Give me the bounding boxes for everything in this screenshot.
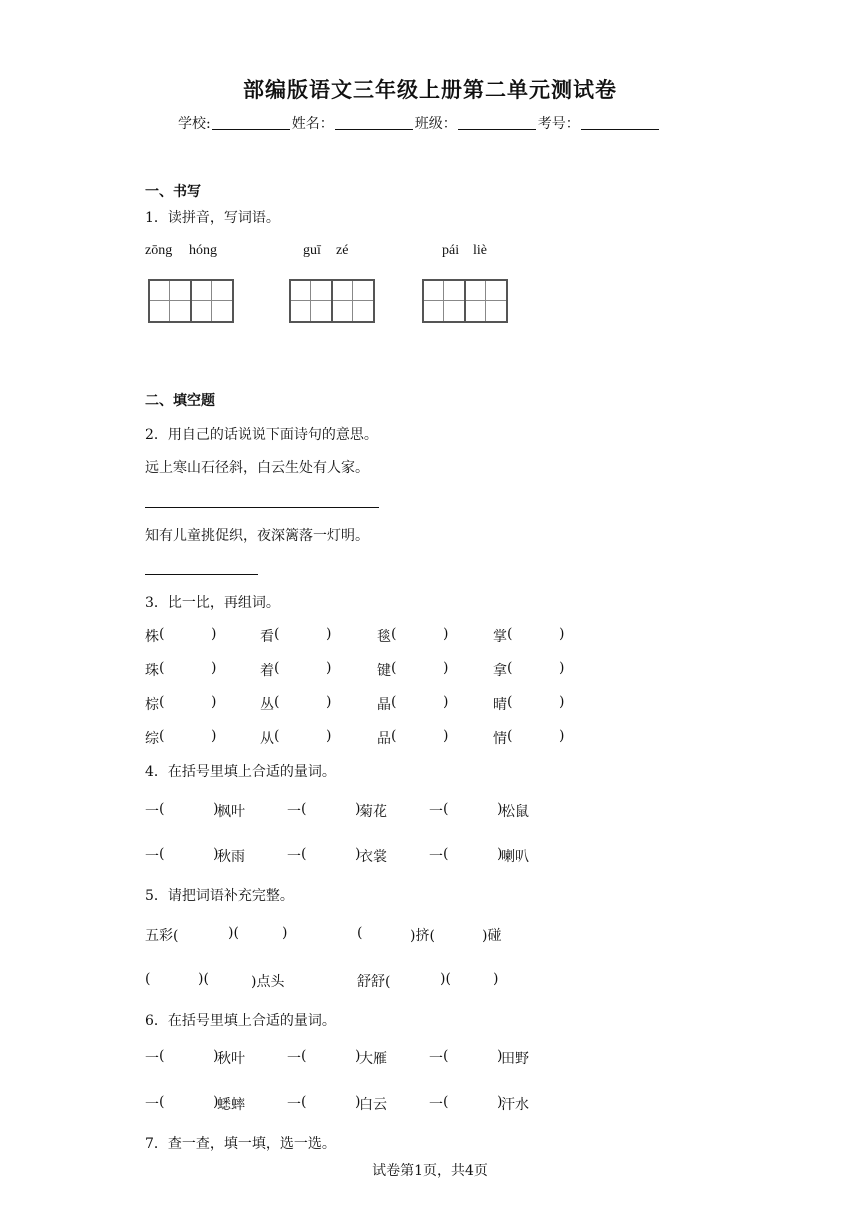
- compare-char: 拿: [493, 663, 507, 679]
- school-label: 学校:: [178, 116, 211, 132]
- phrase-diantou-start: (: [145, 971, 151, 987]
- close-paren: ): [355, 846, 361, 862]
- open-paren: (: [391, 694, 397, 710]
- open-paren: (: [391, 626, 397, 642]
- open-paren: (: [391, 660, 397, 676]
- measure-prefix: 一: [429, 804, 443, 820]
- compare-char: 株: [145, 629, 159, 645]
- school-blank[interactable]: [212, 115, 290, 130]
- grid-cell[interactable]: [291, 281, 333, 321]
- measure-noun: 汗水: [501, 1097, 529, 1113]
- open-paren: (: [301, 801, 307, 817]
- compare-char: 棕: [145, 697, 159, 713]
- measure-prefix: 一: [145, 849, 159, 865]
- phrase-wucai-mid: )(: [228, 925, 239, 941]
- close-paren: ): [497, 1048, 503, 1064]
- question-3-prompt: 3．比一比，再组词。: [145, 595, 280, 611]
- measure-prefix: 一: [287, 849, 301, 865]
- grid-cell[interactable]: [150, 281, 192, 321]
- grid-cell[interactable]: [192, 281, 232, 321]
- phrase-ji-mid: )挤(: [410, 928, 435, 944]
- compare-char: 珠: [145, 663, 159, 679]
- close-paren: ): [443, 660, 449, 676]
- close-paren: ): [443, 728, 449, 744]
- close-paren: ): [355, 1048, 361, 1064]
- close-paren: ): [213, 1048, 219, 1064]
- phrase-ji-start: (: [357, 925, 363, 941]
- close-paren: ): [211, 660, 217, 676]
- open-paren: (: [507, 694, 513, 710]
- measure-noun: 田野: [501, 1051, 529, 1067]
- open-paren: (: [507, 660, 513, 676]
- measure-noun: 大雁: [359, 1051, 387, 1067]
- open-paren: (: [159, 660, 165, 676]
- number-label: 考号：: [537, 116, 580, 132]
- measure-prefix: 一: [429, 1051, 443, 1067]
- pinyin-zong: zōng: [145, 243, 173, 258]
- measure-noun: 枫叶: [217, 804, 245, 820]
- measure-noun: 秋叶: [217, 1051, 245, 1067]
- writing-grid-2[interactable]: [289, 279, 375, 323]
- compare-char: 毯: [377, 629, 391, 645]
- name-blank[interactable]: [335, 115, 413, 130]
- compare-char: 键: [377, 663, 391, 679]
- close-paren: ): [326, 728, 332, 744]
- grid-cell[interactable]: [424, 281, 466, 321]
- phrase-ji-end: )碰: [482, 928, 502, 944]
- open-paren: (: [301, 846, 307, 862]
- phrase-wucai-start: 五彩(: [145, 928, 179, 944]
- close-paren: ): [326, 626, 332, 642]
- grid-cell[interactable]: [333, 281, 373, 321]
- open-paren: (: [443, 801, 449, 817]
- question-2-prompt: 2．用自己的话说说下面诗句的意思。: [145, 427, 378, 443]
- question-4-prompt: 4．在括号里填上合适的量词。: [145, 764, 336, 780]
- close-paren: ): [213, 801, 219, 817]
- name-label: 姓名：: [291, 116, 334, 132]
- phrase-diantou-end: )点头: [251, 974, 285, 990]
- compare-char: 品: [377, 731, 391, 747]
- compare-char: 着: [260, 663, 274, 679]
- close-paren: ): [355, 1094, 361, 1110]
- compare-char: 掌: [493, 629, 507, 645]
- measure-prefix: 一: [287, 1051, 301, 1067]
- close-paren: ): [559, 728, 565, 744]
- open-paren: (: [443, 846, 449, 862]
- page-footer: 试卷第1页，共4页: [372, 1163, 488, 1179]
- open-paren: (: [507, 626, 513, 642]
- open-paren: (: [391, 728, 397, 744]
- measure-prefix: 一: [145, 804, 159, 820]
- close-paren: ): [497, 1094, 503, 1110]
- open-paren: (: [159, 846, 165, 862]
- phrase-shushu-end: ): [493, 971, 499, 987]
- measure-noun: 秋雨: [217, 849, 245, 865]
- measure-noun: 松鼠: [501, 804, 529, 820]
- close-paren: ): [213, 846, 219, 862]
- class-label: 班级：: [414, 116, 457, 132]
- close-paren: ): [497, 801, 503, 817]
- open-paren: (: [301, 1048, 307, 1064]
- compare-char: 综: [145, 731, 159, 747]
- section-writing-title: 一、书写: [145, 184, 201, 200]
- close-paren: ): [355, 801, 361, 817]
- measure-prefix: 一: [429, 1097, 443, 1113]
- measure-prefix: 一: [145, 1051, 159, 1067]
- section-fill-title: 二、填空题: [145, 393, 215, 409]
- close-paren: ): [211, 626, 217, 642]
- compare-char: 丛: [260, 697, 274, 713]
- close-paren: ): [497, 846, 503, 862]
- phrase-shushu-start: 舒舒(: [357, 974, 391, 990]
- open-paren: (: [159, 801, 165, 817]
- phrase-wucai-end: ): [282, 925, 288, 941]
- question-1-prompt: 1．读拼音，写词语。: [145, 210, 280, 226]
- poem-line-2: 知有儿童挑促织，夜深篱落一灯明。: [145, 528, 369, 544]
- open-paren: (: [443, 1094, 449, 1110]
- close-paren: ): [211, 728, 217, 744]
- open-paren: (: [274, 626, 280, 642]
- open-paren: (: [159, 1048, 165, 1064]
- open-paren: (: [507, 728, 513, 744]
- compare-char: 从: [260, 731, 274, 747]
- phrase-diantou-mid: )(: [198, 971, 209, 987]
- open-paren: (: [159, 694, 165, 710]
- close-paren: ): [559, 694, 565, 710]
- compare-char: 晴: [493, 697, 507, 713]
- open-paren: (: [159, 728, 165, 744]
- close-paren: ): [443, 626, 449, 642]
- open-paren: (: [159, 1094, 165, 1110]
- grid-cell[interactable]: [466, 281, 506, 321]
- measure-prefix: 一: [429, 849, 443, 865]
- open-paren: (: [274, 694, 280, 710]
- measure-prefix: 一: [287, 804, 301, 820]
- poem-line-1: 远上寒山石径斜，白云生处有人家。: [145, 460, 369, 476]
- pinyin-gui: guī: [303, 243, 321, 258]
- page-title: 部编版语文三年级上册第二单元测试卷: [243, 78, 617, 102]
- measure-noun: 衣裳: [359, 849, 387, 865]
- measure-noun: 菊花: [359, 804, 387, 820]
- question-5-prompt: 5．请把词语补充完整。: [145, 888, 294, 904]
- pinyin-lie: liè: [473, 243, 487, 258]
- measure-prefix: 一: [145, 1097, 159, 1113]
- answer-line-1[interactable]: [145, 507, 379, 508]
- compare-char: 情: [493, 731, 507, 747]
- class-blank[interactable]: [458, 115, 536, 130]
- close-paren: ): [211, 694, 217, 710]
- open-paren: (: [274, 728, 280, 744]
- answer-line-2[interactable]: [145, 574, 258, 575]
- writing-grid-3[interactable]: [422, 279, 508, 323]
- close-paren: ): [443, 694, 449, 710]
- question-6-prompt: 6．在括号里填上合适的量词。: [145, 1013, 336, 1029]
- student-info-line: [178, 113, 661, 133]
- close-paren: ): [326, 660, 332, 676]
- writing-grid-1[interactable]: [148, 279, 234, 323]
- pinyin-ze: zé: [336, 243, 349, 258]
- pinyin-pai: pái: [442, 243, 460, 258]
- compare-char: 晶: [377, 697, 391, 713]
- open-paren: (: [274, 660, 280, 676]
- close-paren: ): [559, 660, 565, 676]
- measure-prefix: 一: [287, 1097, 301, 1113]
- measure-noun: 蟋蟀: [217, 1097, 245, 1113]
- question-7-prompt: 7．查一查，填一填，选一选。: [145, 1136, 336, 1152]
- pinyin-hong: hóng: [189, 243, 217, 258]
- phrase-shushu-mid: )(: [440, 971, 451, 987]
- close-paren: ): [326, 694, 332, 710]
- open-paren: (: [443, 1048, 449, 1064]
- open-paren: (: [159, 626, 165, 642]
- measure-noun: 喇叭: [501, 849, 529, 865]
- close-paren: ): [213, 1094, 219, 1110]
- close-paren: ): [559, 626, 565, 642]
- number-blank[interactable]: [581, 115, 659, 130]
- measure-noun: 白云: [359, 1097, 387, 1113]
- compare-char: 看: [260, 629, 274, 645]
- open-paren: (: [301, 1094, 307, 1110]
